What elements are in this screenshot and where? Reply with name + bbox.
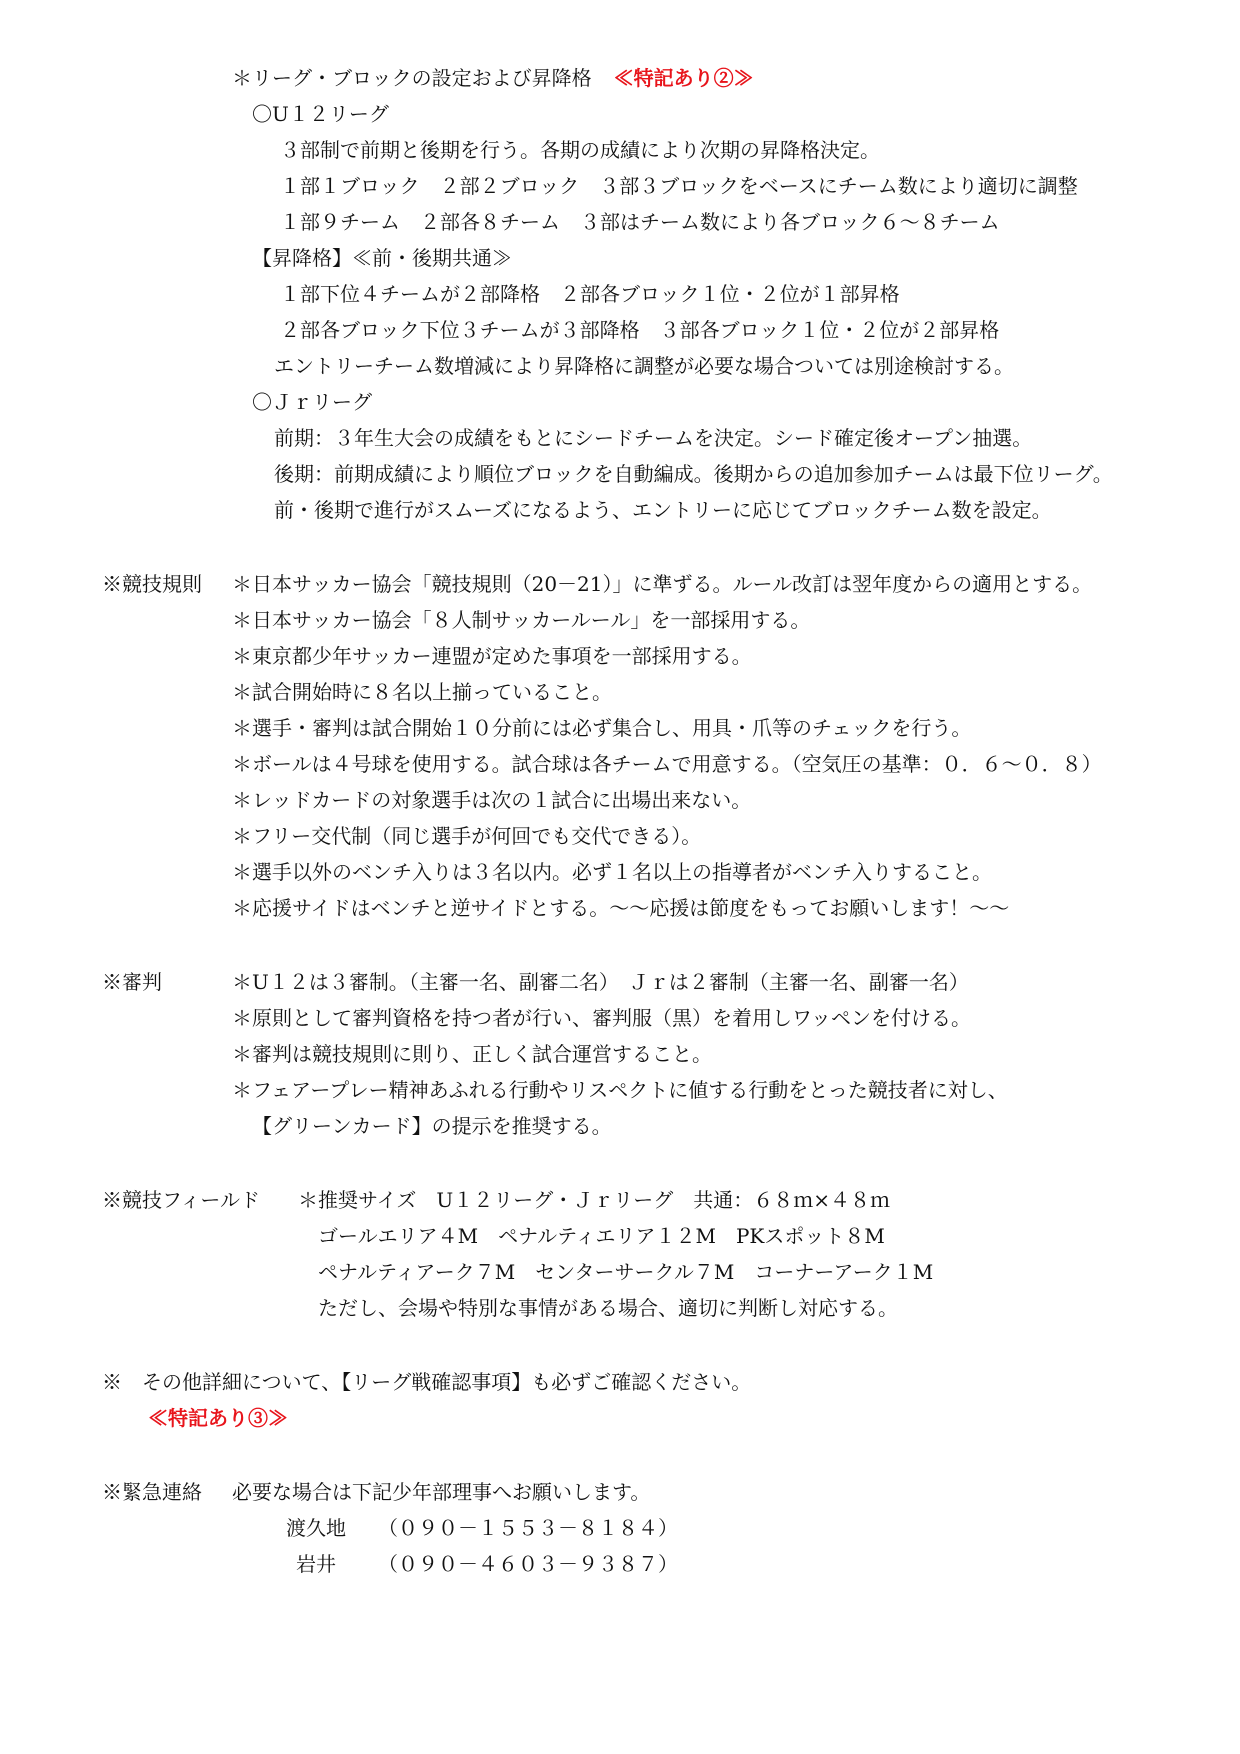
jr-line: 前・後期で進行がスムーズになるよう、エントリーに応じてブロックチーム数を設定。 xyxy=(274,498,1052,522)
other-details-text: ※ その他詳細について、【リーグ戦確認事項】も必ずご確認ください。 xyxy=(102,1370,752,1394)
rule-item: ＊ボールは４号球を使用する。試合球は各チームで用意する。（空気圧の基準：０．６～０．８） xyxy=(232,752,1102,776)
jr-line: 前期：３年生大会の成績をもとにシードチームを決定。シード確定後オープン抽選。 xyxy=(274,426,1033,450)
emergency-label: ※緊急連絡 xyxy=(102,1480,202,1504)
referee-item: ＊フェアープレー精神あふれる行動やリスペクトに値する行動をとった競技者に対し、 xyxy=(232,1078,1008,1102)
rule-item: ＊レッドカードの対象選手は次の１試合に出場出来ない。 xyxy=(232,788,752,812)
league-heading xyxy=(232,66,754,90)
referee-label: ※審判 xyxy=(102,970,162,994)
special-note-2: ≪特記あり②≫ xyxy=(613,66,754,90)
promotion-title: 【昇降格】≪前・後期共通≫ xyxy=(252,246,512,270)
referee-item: 【グリーンカード】の提示を推奨する。 xyxy=(252,1114,612,1138)
rule-item: ＊選手・審判は試合開始１０分前には必ず集合し、用具・爪等のチェックを行う。 xyxy=(232,716,972,740)
rule-item: ＊日本サッカー協会「競技規則（20－21）」に準ずる。ルール改訂は翌年度からの適用とする。 xyxy=(232,572,1093,596)
rule-item: ＊フリー交代制（同じ選手が何回でも交代できる）。 xyxy=(232,824,702,848)
referee-item: ＊審判は競技規則に則り、正しく試合運営すること。 xyxy=(232,1042,712,1066)
field-item: ＊推奨サイズ U１２リーグ・Ｊｒリーグ 共通：６８ｍ×４８ｍ xyxy=(298,1188,891,1212)
promotion-line: エントリーチーム数増減により昇降格に調整が必要な場合ついては別途検討する。 xyxy=(274,354,1014,378)
promotion-line: ２部各ブロック下位３チームが３部降格 ３部各ブロック１位・２位が２部昇格 xyxy=(280,318,1000,342)
u12-line: ３部制で前期と後期を行う。各期の成績により次期の昇降格決定。 xyxy=(280,138,880,162)
field-label: ※競技フィールド xyxy=(102,1188,260,1212)
referee-item: ＊原則として審判資格を持つ者が行い、審判服（黒）を着用しワッペンを付ける。 xyxy=(232,1006,971,1030)
referee-item: ＊U１２は３審制。（主審一名、副審二名） Ｊｒは２審制（主審一名、副審一名） xyxy=(232,970,969,994)
jr-line: 後期：前期成績により順位ブロックを自動編成。後期からの追加参加チームは最下位リーグ。 xyxy=(274,462,1113,486)
u12-league-title: 〇U１２リーグ xyxy=(252,102,389,126)
rule-item: ＊選手以外のベンチ入りは３名以内。必ず１名以上の指導者がベンチ入りすること。 xyxy=(232,860,992,884)
rule-item: ＊東京都少年サッカー連盟が定めた事項を一部採用する。 xyxy=(232,644,752,668)
u12-line: １部９チーム ２部各８チーム ３部はチーム数により各ブロック６～８チーム xyxy=(280,210,1000,234)
field-item: ペナルティアーク７M センターサークル７M コーナーアーク１M xyxy=(318,1260,934,1284)
rules-label: ※競技規則 xyxy=(102,572,202,596)
contact-name: 渡久地 xyxy=(286,1516,346,1540)
rule-item: ＊試合開始時に８名以上揃っていること。 xyxy=(232,680,612,704)
jr-league-title: 〇Ｊｒリーグ xyxy=(252,390,372,414)
u12-line: １部１ブロック ２部２ブロック ３部３ブロックをベースにチーム数により適切に調整 xyxy=(280,174,1078,198)
contact-name: 岩井 xyxy=(296,1552,336,1576)
promotion-line: １部下位４チームが２部降格 ２部各ブロック１位・２位が１部昇格 xyxy=(280,282,900,306)
special-note-3: ≪特記あり③≫ xyxy=(148,1406,288,1430)
league-heading-text: ＊リーグ・ブロックの設定および昇降格 xyxy=(232,66,592,90)
rule-item: ＊日本サッカー協会「８人制サッカールール」を一部採用する。 xyxy=(232,608,811,632)
contact-phone: （０９０－１５５３－８１８４） xyxy=(378,1516,678,1540)
field-item: ゴールエリア４M ペナルティエリア１２M PKスポット８M xyxy=(318,1224,885,1248)
field-item: ただし、会場や特別な事情がある場合、適切に判断し対応する。 xyxy=(318,1296,898,1320)
rule-item: ＊応援サイドはベンチと逆サイドとする。～～応援は節度をもってお願いします！～～ xyxy=(232,896,1010,920)
contact-phone: （０９０－４６０３－９３８７） xyxy=(378,1552,678,1576)
emergency-text: 必要な場合は下記少年部理事へお願いします。 xyxy=(232,1480,651,1504)
